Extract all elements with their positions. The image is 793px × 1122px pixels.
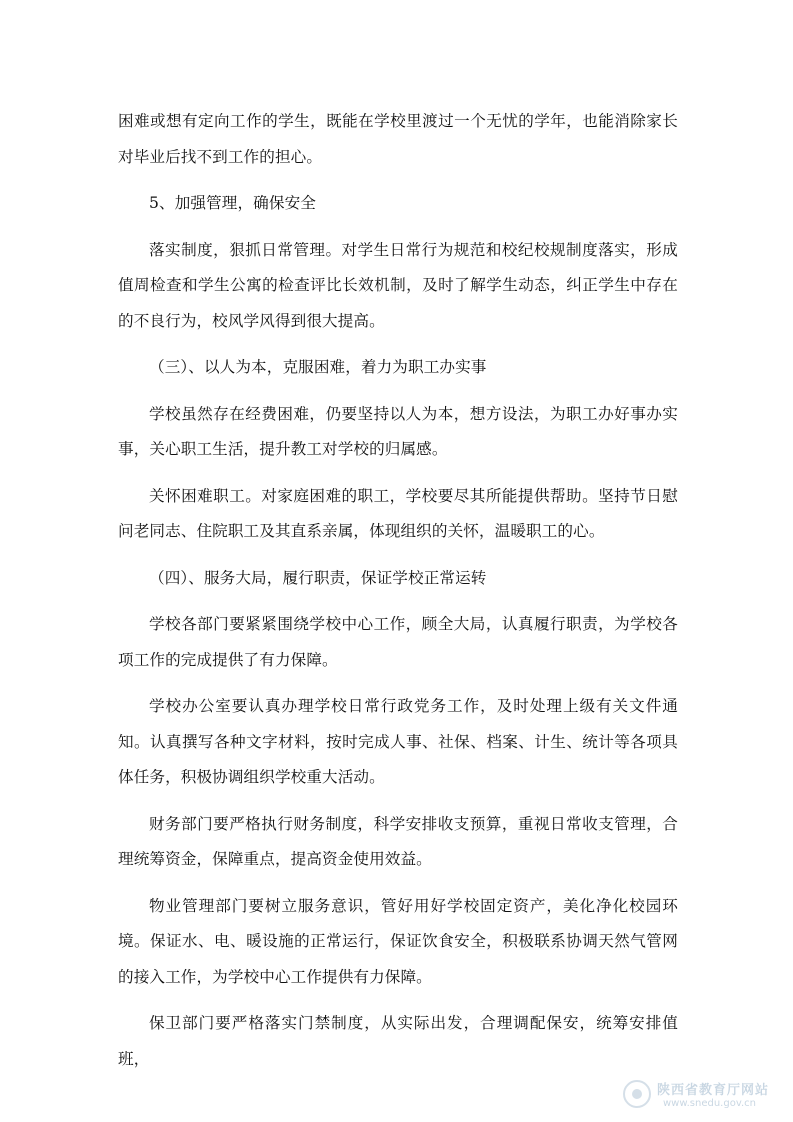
paragraph: 学校各部门要紧紧围绕学校中心工作，顾全大局，认真履行职责，为学校各项工作的完成提供了有力保障。 bbox=[118, 615, 678, 669]
paragraph: 落实制度，狠抓日常管理。对学生日常行为规范和校纪校规制度落实，形成值周检查和学生公寓的检查评比长效机制，及时了解学生动态，纠正学生中存在的不良行为，校风学风得到很大提高。 bbox=[118, 240, 678, 330]
paragraph: 保卫部门要严格落实门禁制度，从实际出发，合理调配保安，统筹安排值班， bbox=[118, 1014, 678, 1068]
site-watermark bbox=[623, 1076, 775, 1116]
section-heading: 5、加强管理，确保安全 bbox=[149, 194, 316, 212]
paragraph: 学校虽然存在经费困难，仍要坚持以人为本，想方设法，为职工办好事办实事，关心职工生活，提升教工对学校的归属感。 bbox=[118, 404, 678, 458]
paragraph: 财务部门要严格执行财务制度，科学安排收支预算，重视日常收支管理，合理统筹资金，保障重点，提高资金使用效益。 bbox=[118, 814, 678, 868]
section-heading: （四）、服务大局，履行职责，保证学校正常运转 bbox=[149, 568, 487, 587]
paragraph: 物业管理部门要树立服务意识，管好用好学校固定资产，美化净化校园环境。保证水、电、暖设施的正常运行，保证饮食安全，积极联系协调天然气管网的接入工作，为学校中心工作提供有力保障。 bbox=[118, 896, 678, 986]
watermark-title: 陕西省教育厅网站 bbox=[657, 1083, 770, 1098]
section-heading: （三）、以人为本，克服困难，着力为职工办实事 bbox=[149, 358, 487, 376]
paragraph: 关怀困难职工。对家庭困难的职工，学校要尽其所能提供帮助。坚持节日慰问老同志、住院职工及其直系亲属，体现组织的关怀，温暖职工的心。 bbox=[118, 486, 678, 540]
watermark-url: www.snedu.gov.cn bbox=[663, 1098, 756, 1109]
paragraph: 学校办公室要认真办理学校日常行政党务工作，及时处理上级有关文件通知。认真撰写各种文字材料，按时完成人事、社保、档案、计生、统计等各项具体任务，积极协调组织学校重大活动。 bbox=[118, 697, 678, 786]
paragraph: 困难或想有定向工作的学生，既能在学校里渡过一个无忧的学年，也能消除家长对毕业后找不到工作的担心。 bbox=[118, 112, 678, 166]
site-logo-icon bbox=[623, 1080, 651, 1108]
document-body bbox=[118, 104, 678, 1077]
